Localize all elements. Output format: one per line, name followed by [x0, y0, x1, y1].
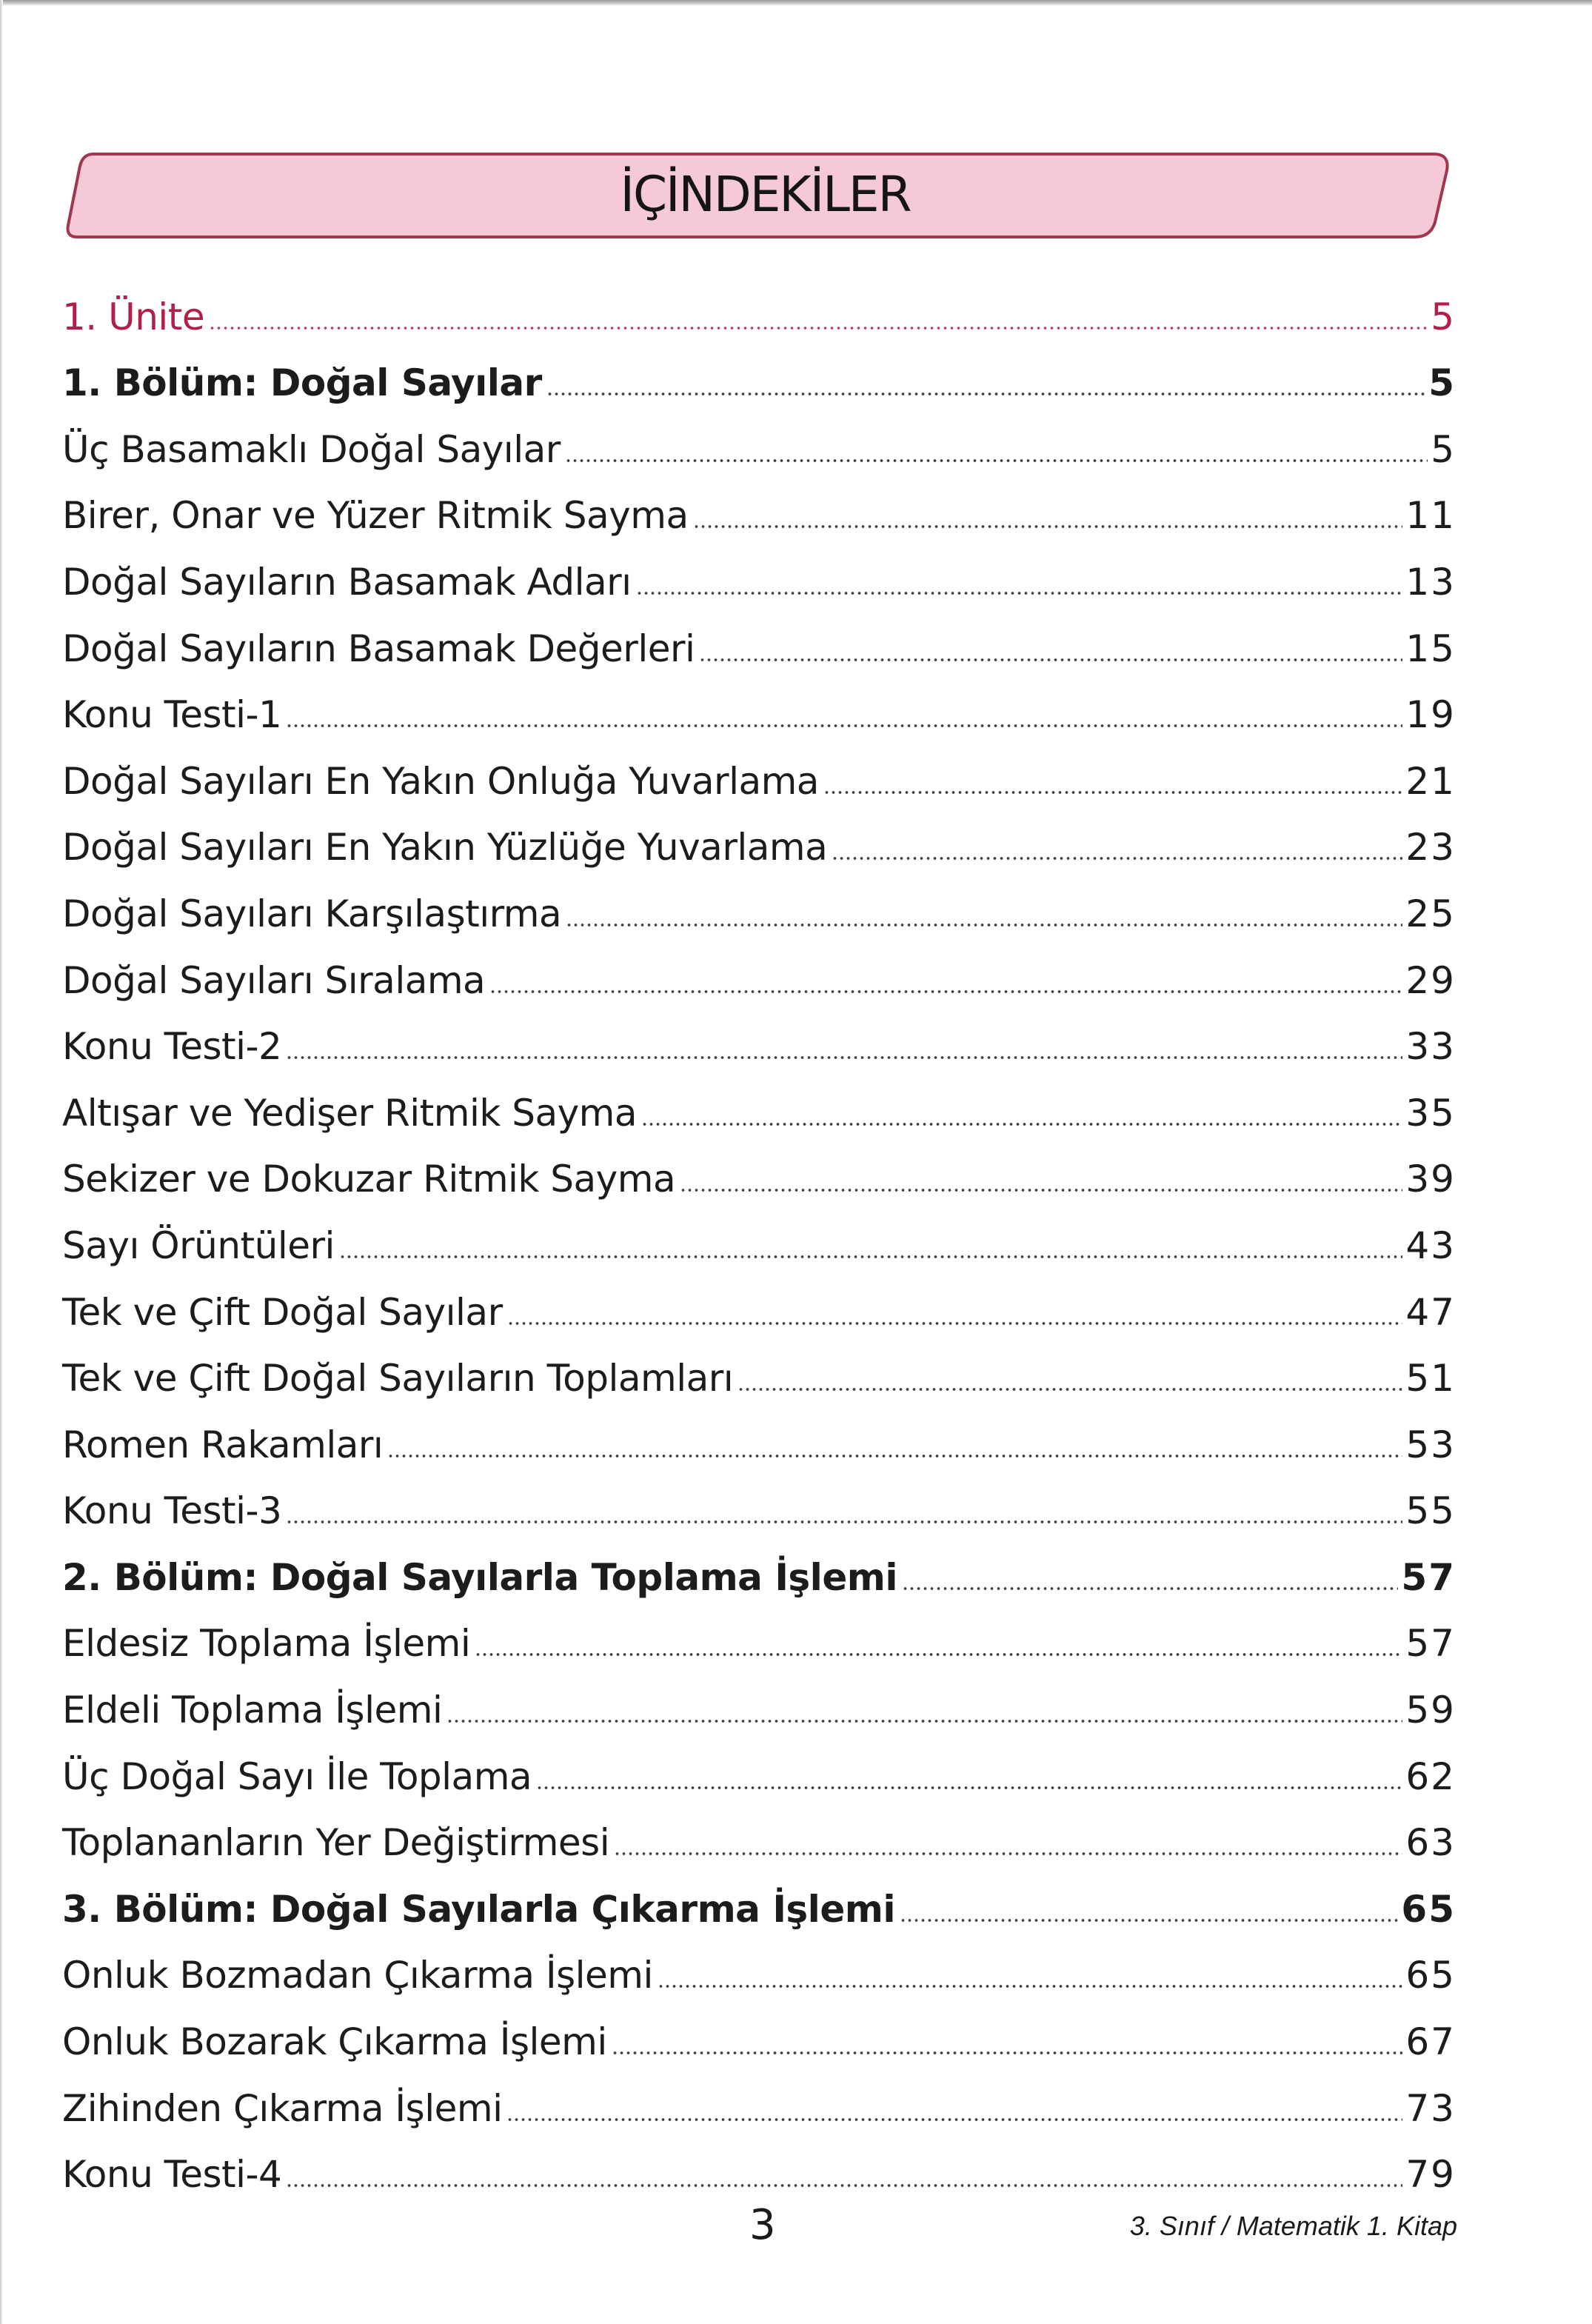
toc-entry-page: 65	[1405, 1954, 1456, 1997]
toc-entry-title: Doğal Sayıları Sıralama	[62, 958, 486, 1002]
toc-row[interactable]	[62, 1343, 1456, 1410]
toc-entry-title: Konu Testi-3	[62, 1489, 282, 1533]
toc-entry-title: Tek ve Çift Doğal Sayılar	[62, 1290, 503, 1334]
toc-entry-page: 57	[1405, 1622, 1456, 1666]
toc-entry-title: Romen Rakamları	[62, 1423, 384, 1466]
toc-row[interactable]	[62, 547, 1456, 613]
toc-unit-row[interactable]	[62, 281, 1456, 348]
toc-entry-title: Üç Basamaklı Doğal Sayılar	[62, 427, 561, 471]
toc-entry-page: 39	[1405, 1158, 1456, 1201]
toc-entry-page: 15	[1405, 627, 1456, 670]
dot-leader	[387, 1454, 1402, 1458]
dot-leader	[693, 524, 1403, 529]
toc-row[interactable]	[62, 1741, 1456, 1808]
dot-leader	[546, 392, 1425, 396]
dot-leader	[489, 989, 1402, 994]
toc-row[interactable]	[62, 1144, 1456, 1211]
dot-leader	[823, 790, 1402, 795]
dot-leader	[286, 1055, 1402, 1060]
toc-row[interactable]	[62, 2073, 1456, 2140]
toc-entry-page: 5	[1428, 361, 1456, 405]
dot-leader	[680, 1188, 1402, 1192]
toc-entry-title: 2. Bölüm: Doğal Sayılarla Toplama İşlemi	[62, 1555, 897, 1599]
toc-entry-title: Doğal Sayıları En Yakın Yüzlüğe Yuvarlama	[62, 826, 828, 869]
dot-leader	[447, 1719, 1402, 1723]
toc-row[interactable]	[62, 680, 1456, 747]
scan-top-edge	[0, 0, 1592, 6]
dot-leader	[832, 856, 1402, 861]
toc-row[interactable]	[62, 1940, 1456, 2007]
dot-leader	[339, 1255, 1402, 1259]
toc-entry-title: 1. Ünite	[62, 295, 205, 338]
toc-row[interactable]	[62, 613, 1456, 680]
table-of-contents	[62, 281, 1456, 2206]
toc-entry-page: 33	[1405, 1025, 1456, 1069]
dot-leader	[286, 2183, 1402, 2188]
toc-entry-title: Tek ve Çift Doğal Sayıların Toplamları	[62, 1357, 734, 1400]
toc-entry-page: 55	[1405, 1489, 1456, 1533]
toc-entry-title: Konu Testi-4	[62, 2153, 282, 2197]
toc-entry-page: 25	[1405, 892, 1456, 935]
dot-leader	[507, 1321, 1403, 1326]
toc-entry-page: 5	[1431, 295, 1456, 338]
toc-row[interactable]	[62, 1078, 1456, 1144]
dot-leader	[636, 591, 1403, 595]
toc-row[interactable]	[62, 1409, 1456, 1476]
toc-entry-title: Toplananların Yer Değiştirmesi	[62, 1821, 610, 1865]
toc-row[interactable]	[62, 945, 1456, 1012]
dot-leader	[209, 326, 1428, 330]
toc-entry-page: 47	[1405, 1290, 1456, 1334]
dot-leader	[900, 1918, 1398, 1923]
toc-entry-title: Birer, Onar ve Yüzer Ritmik Sayma	[62, 494, 689, 538]
dot-leader	[286, 724, 1402, 728]
toc-entry-page: 57	[1401, 1555, 1456, 1599]
dot-leader	[506, 2117, 1402, 2122]
page-number: 3	[749, 2201, 776, 2249]
toc-row[interactable]	[62, 1808, 1456, 1874]
toc-entry-title: Doğal Sayıların Basamak Değerleri	[62, 627, 695, 670]
toc-entry-page: 67	[1405, 2020, 1456, 2064]
toc-entry-title: Doğal Sayıları En Yakın Onluğa Yuvarlama	[62, 759, 819, 803]
toc-row[interactable]	[62, 746, 1456, 812]
toc-entry-page: 5	[1431, 427, 1456, 471]
toc-entry-title: Onluk Bozmadan Çıkarma İşlemi	[62, 1954, 653, 1997]
toc-entry-title: Doğal Sayıları Karşılaştırma	[62, 892, 562, 935]
toc-entry-title: Sekizer ve Dokuzar Ritmik Sayma	[62, 1158, 676, 1201]
toc-entry-title: Eldesiz Toplama İşlemi	[62, 1622, 471, 1666]
page-title: İÇİNDEKİLER	[620, 166, 911, 223]
toc-entry-page: 51	[1405, 1357, 1456, 1400]
toc-section-row[interactable]	[62, 348, 1456, 415]
toc-row[interactable]	[62, 2006, 1456, 2073]
toc-entry-title: Üç Doğal Sayı İle Toplama	[62, 1754, 532, 1798]
toc-entry-page: 79	[1405, 2153, 1456, 2197]
toc-entry-page: 13	[1405, 560, 1456, 604]
toc-entry-title: 3. Bölüm: Doğal Sayılarla Çıkarma İşlemi	[62, 1887, 895, 1931]
dot-leader	[738, 1387, 1402, 1392]
dot-leader	[658, 1984, 1402, 1989]
toc-entry-page: 59	[1405, 1689, 1456, 1732]
toc-row[interactable]	[62, 1210, 1456, 1277]
dot-leader	[565, 458, 1428, 463]
toc-section-row[interactable]	[62, 1542, 1456, 1609]
toc-entry-page: 29	[1405, 958, 1456, 1002]
toc-entry-title: Konu Testi-1	[62, 693, 282, 737]
toc-row[interactable]	[62, 2140, 1456, 2206]
toc-entry-page: 65	[1401, 1887, 1456, 1931]
toc-entry-page: 21	[1405, 759, 1456, 803]
toc-row[interactable]	[62, 878, 1456, 945]
toc-entry-page: 35	[1405, 1091, 1456, 1135]
dot-leader	[536, 1786, 1402, 1790]
dot-leader	[641, 1122, 1402, 1126]
toc-entry-page: 73	[1405, 2086, 1456, 2130]
book-title: 3. Sınıf / Matematik 1. Kitap	[1129, 2211, 1457, 2241]
dot-leader	[902, 1586, 1398, 1591]
toc-entry-title: Eldeli Toplama İşlemi	[62, 1689, 443, 1732]
toc-entry-title: 1. Bölüm: Doğal Sayılar	[62, 361, 542, 405]
toc-entry-title: Zihinden Çıkarma İşlemi	[62, 2086, 503, 2130]
toc-entry-page: 11	[1405, 494, 1456, 538]
dot-leader	[566, 923, 1402, 927]
toc-row[interactable]	[62, 1674, 1456, 1741]
toc-row[interactable]	[62, 1012, 1456, 1078]
toc-entry-page: 62	[1405, 1754, 1456, 1798]
toc-row[interactable]	[62, 1277, 1456, 1343]
toc-entry-title: Sayı Örüntüleri	[62, 1223, 335, 1267]
toc-entry-title: Doğal Sayıların Basamak Adları	[62, 560, 632, 604]
toc-row[interactable]	[62, 481, 1456, 547]
toc-row[interactable]	[62, 1476, 1456, 1543]
toc-entry-page: 23	[1405, 826, 1456, 869]
dot-leader	[475, 1652, 1402, 1657]
toc-section-row[interactable]	[62, 1874, 1456, 1940]
dot-leader	[612, 2051, 1403, 2055]
toc-row[interactable]	[62, 812, 1456, 879]
scan-left-edge	[0, 0, 3, 2324]
title-banner	[64, 148, 1452, 241]
dot-leader	[614, 1851, 1402, 1856]
toc-row[interactable]	[62, 414, 1456, 481]
toc-entry-page: 43	[1405, 1223, 1456, 1267]
dot-leader	[699, 658, 1402, 662]
toc-entry-page: 63	[1405, 1821, 1456, 1865]
toc-entry-page: 19	[1405, 693, 1456, 737]
toc-row[interactable]	[62, 1609, 1456, 1675]
toc-entry-title: Altışar ve Yedişer Ritmik Sayma	[62, 1091, 638, 1135]
toc-entry-page: 53	[1405, 1423, 1456, 1466]
toc-entry-title: Konu Testi-2	[62, 1025, 282, 1069]
dot-leader	[286, 1520, 1402, 1524]
toc-entry-title: Onluk Bozarak Çıkarma İşlemi	[62, 2020, 607, 2064]
